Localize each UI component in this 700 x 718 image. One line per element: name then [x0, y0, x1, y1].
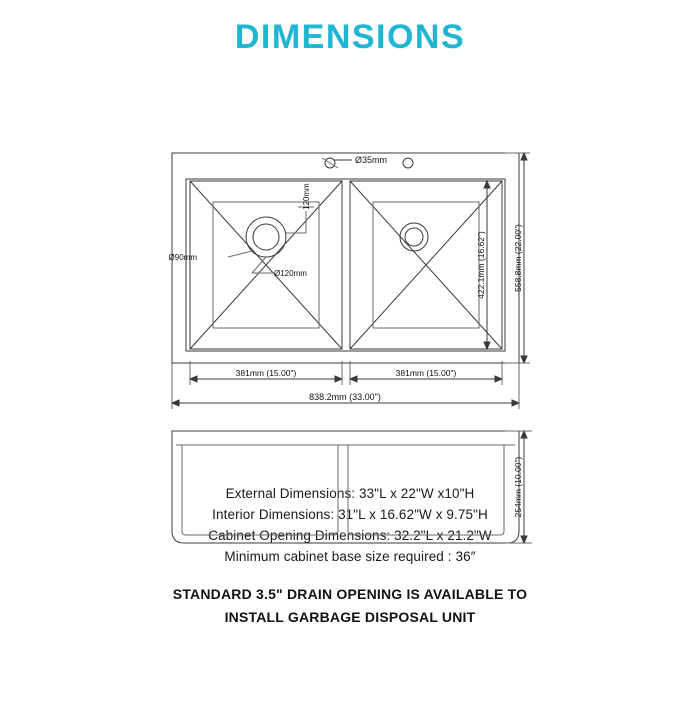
spec-line: Minimum cabinet base size required : 36″ [224, 549, 476, 564]
dimensions-page [0, 18, 700, 629]
faucet-hole-secondary [403, 158, 413, 168]
label-drain-outer: Ø90mm [168, 253, 197, 262]
label-drain-inner: Ø120mm [274, 269, 307, 278]
spec-line: External Dimensions: 33"L x 22"W x10"H [225, 486, 475, 501]
label-right-bowl-width: 381mm (15.00") [395, 368, 457, 378]
label-height: 254mm (10.00") [513, 456, 523, 518]
sink-deck-outline [172, 153, 519, 363]
note-line: STANDARD 3.5" DRAIN OPENING IS AVAILABLE TO [172, 586, 528, 602]
label-inner-depth: 422.1mm (16.62") [476, 231, 486, 299]
spec-line: Interior Dimensions: 31"L x 16.62"W x 9.75"H [212, 507, 488, 522]
label-drain-depth: 120mm [302, 183, 311, 210]
label-left-bowl-width: 381mm (15.00") [235, 368, 297, 378]
spec-line: Cabinet Opening Dimensions: 32.2"L x 21.2"W [208, 528, 492, 543]
right-drain-outer [400, 223, 428, 251]
right-drain-inner [405, 228, 423, 246]
left-drain-inner [253, 224, 279, 250]
drain-opening-note [0, 583, 700, 629]
basin-area-outline [186, 179, 505, 351]
label-overall-depth: 558.8mm (22.00") [513, 224, 523, 292]
note-line: INSTALL GARBAGE DISPOSAL UNIT [224, 609, 476, 625]
label-faucet-hole: Ø35mm [355, 155, 388, 165]
page-title: DIMENSIONS [234, 18, 466, 56]
label-overall-width: 838.2mm (33.00") [309, 392, 381, 402]
specs-list [0, 483, 700, 567]
